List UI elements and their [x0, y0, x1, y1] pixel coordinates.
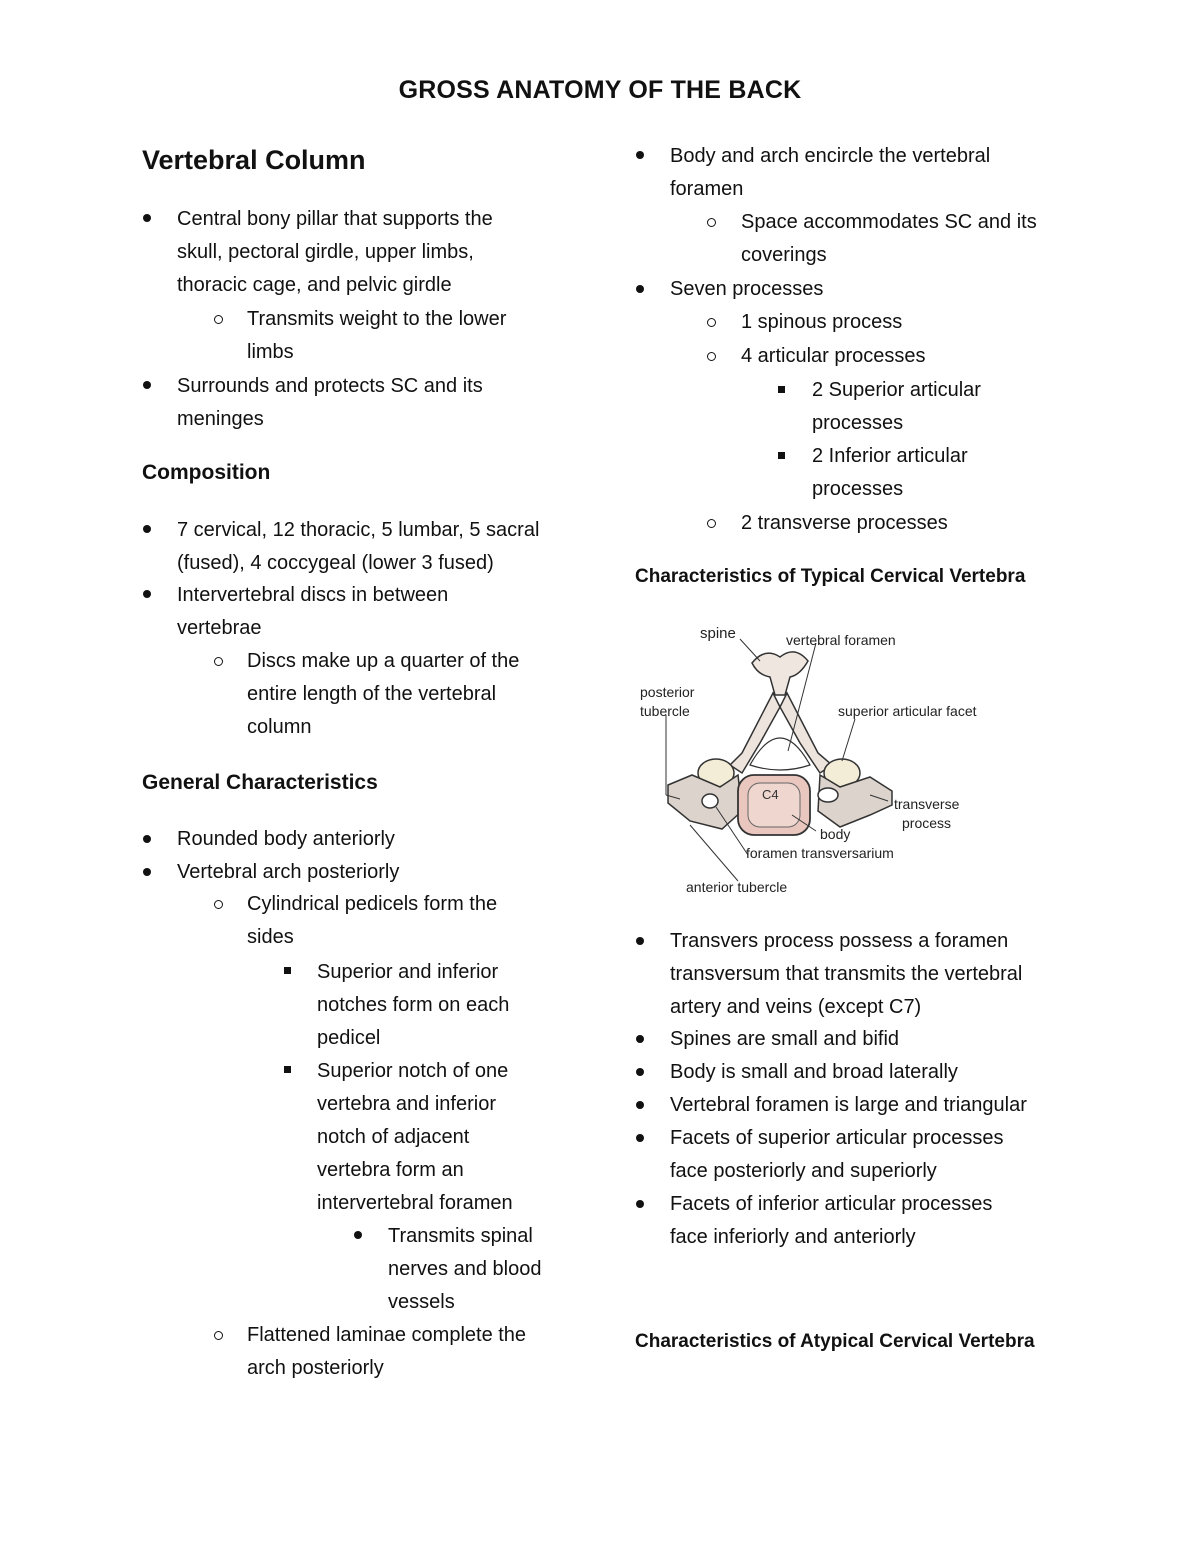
label-posterior-tubercle-2: tubercle: [640, 703, 690, 719]
list-item: [670, 1188, 992, 1254]
bullet-square-icon: [778, 452, 785, 459]
text-line: face inferiorly and anteriorly: [670, 1226, 916, 1248]
list-item: [247, 303, 506, 369]
text-line: Cylindrical pedicels form the: [247, 893, 498, 915]
bullet-circle-icon: [707, 218, 716, 227]
text-line: Central bony pillar that supports the: [177, 208, 493, 230]
text-line: Flattened laminae complete the: [247, 1324, 527, 1346]
list-item: 2 transverse processes: [741, 512, 948, 534]
text-line: column: [247, 716, 312, 738]
bullet-circle-icon: [707, 352, 716, 361]
bullet-disc-icon: [143, 525, 151, 533]
list-item: [177, 579, 448, 645]
text-line: Body and arch encircle the vertebral: [670, 145, 991, 167]
text-line: transversum that transmits the vertebral: [670, 963, 1023, 985]
text-line: coverings: [741, 244, 827, 266]
bullet-circle-icon: [707, 519, 716, 528]
list-item: Seven processes: [670, 278, 824, 300]
heading-typical-cervical: Characteristics of Typical Cervical Vertebra: [635, 566, 1026, 587]
bullet-disc-icon: [143, 835, 151, 843]
list-item: [177, 203, 493, 302]
bullet-disc-icon: [636, 937, 644, 945]
text-line: sides: [247, 926, 294, 948]
bullet-disc-icon: [143, 590, 151, 598]
text-line: Surrounds and protects SC and its: [177, 375, 483, 397]
bullet-disc-icon: [636, 1068, 644, 1076]
cervical-vertebra-figure: [630, 615, 1030, 905]
list-item: [388, 1220, 541, 1319]
text-line: Space accommodates SC and its: [741, 211, 1037, 233]
text-line: thoracic cage, and pelvic girdle: [177, 274, 452, 296]
text-line: nerves and blood: [388, 1258, 542, 1280]
text-line: Transmits spinal: [388, 1225, 533, 1247]
label-posterior-tubercle-1: posterior: [640, 684, 695, 700]
heading-general-characteristics: General Characteristics: [142, 771, 378, 794]
text-line: vertebrae: [177, 617, 262, 639]
list-item: Spines are small and bifid: [670, 1028, 900, 1050]
bullet-disc-icon: [636, 1134, 644, 1142]
label-vertebral-foramen: vertebral foramen: [786, 632, 896, 648]
heading-vertebral-column: Vertebral Column: [142, 145, 366, 175]
text-line: notches form on each: [317, 994, 510, 1016]
list-item: 4 articular processes: [741, 345, 926, 367]
text-line: limbs: [247, 341, 294, 363]
text-line: vertebra form an: [317, 1159, 464, 1181]
list-item: 1 spinous process: [741, 311, 903, 333]
text-line: arch posteriorly: [247, 1357, 384, 1379]
vertebra-drawing: [668, 652, 892, 835]
text-line: (fused), 4 coccygeal (lower 3 fused): [177, 552, 494, 574]
list-item: [317, 956, 509, 1055]
bullet-disc-icon: [636, 1101, 644, 1109]
text-line: Facets of inferior articular processes: [670, 1193, 993, 1215]
bullet-disc-icon: [636, 285, 644, 293]
bullet-disc-icon: [143, 214, 151, 222]
text-line: vertebra and inferior: [317, 1093, 496, 1115]
bullet-disc-icon: [354, 1231, 362, 1239]
text-line: Discs make up a quarter of the: [247, 650, 520, 672]
text-line: Transvers process possess a foramen: [670, 930, 1009, 952]
page-title: GROSS ANATOMY OF THE BACK: [398, 76, 802, 104]
list-item: [247, 645, 519, 744]
bullet-square-icon: [284, 967, 291, 974]
text-line: entire length of the vertebral: [247, 683, 497, 705]
list-item: [670, 1122, 1003, 1188]
text-line: vessels: [388, 1291, 455, 1313]
list-item: [177, 514, 539, 580]
list-item: [247, 1319, 526, 1385]
bullet-circle-icon: [214, 315, 223, 324]
bullet-circle-icon: [214, 900, 223, 909]
text-line: meninges: [177, 408, 264, 430]
bullet-circle-icon: [214, 1331, 223, 1340]
heading-composition: Composition: [142, 461, 271, 484]
text-line: 2 Inferior articular: [812, 445, 968, 467]
bullet-disc-icon: [636, 1035, 644, 1043]
list-item: Rounded body anteriorly: [177, 828, 395, 850]
list-item: [670, 925, 1022, 1024]
list-item: Vertebral foramen is large and triangular: [670, 1094, 1027, 1116]
bullet-square-icon: [778, 386, 785, 393]
text-line: notch of adjacent: [317, 1126, 470, 1148]
text-line: Superior notch of one: [317, 1060, 509, 1082]
text-line: intervertebral foramen: [317, 1192, 513, 1214]
list-item: [741, 206, 1037, 272]
bullet-disc-icon: [143, 868, 151, 876]
text-line: 2 Superior articular: [812, 379, 981, 401]
label-transverse-process-1: transverse: [894, 796, 960, 812]
text-line: artery and veins (except C7): [670, 996, 922, 1018]
list-item: Vertebral arch posteriorly: [177, 861, 400, 883]
body-label-inner: C4: [762, 787, 779, 802]
text-line: foramen: [670, 178, 744, 200]
label-anterior-tubercle: anterior tubercle: [686, 879, 788, 895]
text-line: Transmits weight to the lower: [247, 308, 507, 330]
text-line: Superior and inferior: [317, 961, 499, 983]
label-superior-articular-facet: superior articular facet: [838, 703, 977, 719]
label-foramen-transversarium: foramen transversarium: [746, 845, 894, 861]
list-item: Body is small and broad laterally: [670, 1061, 958, 1083]
bullet-disc-icon: [143, 381, 151, 389]
label-spine: spine: [700, 625, 736, 642]
heading-atypical-cervical: Characteristics of Atypical Cervical Vertebra: [635, 1331, 1035, 1352]
bullet-square-icon: [284, 1066, 291, 1073]
list-item: [177, 370, 483, 436]
bullet-disc-icon: [636, 151, 644, 159]
bullet-circle-icon: [707, 318, 716, 327]
text-line: pedicel: [317, 1027, 381, 1049]
text-line: processes: [812, 412, 904, 434]
list-item: [812, 440, 968, 506]
list-item: [247, 888, 497, 954]
label-transverse-process-2: process: [902, 815, 952, 831]
bullet-disc-icon: [636, 1200, 644, 1208]
list-item: [812, 374, 981, 440]
list-item: [670, 140, 990, 206]
text-line: 7 cervical, 12 thoracic, 5 lumbar, 5 sacral: [177, 519, 540, 541]
text-line: Intervertebral discs in between: [177, 584, 449, 606]
bullet-circle-icon: [214, 657, 223, 666]
text-line: face posteriorly and superiorly: [670, 1160, 937, 1182]
text-line: skull, pectoral girdle, upper limbs,: [177, 241, 474, 263]
text-line: Facets of superior articular processes: [670, 1127, 1004, 1149]
text-line: processes: [812, 478, 904, 500]
list-item: [317, 1055, 513, 1220]
label-body: body: [820, 826, 851, 842]
